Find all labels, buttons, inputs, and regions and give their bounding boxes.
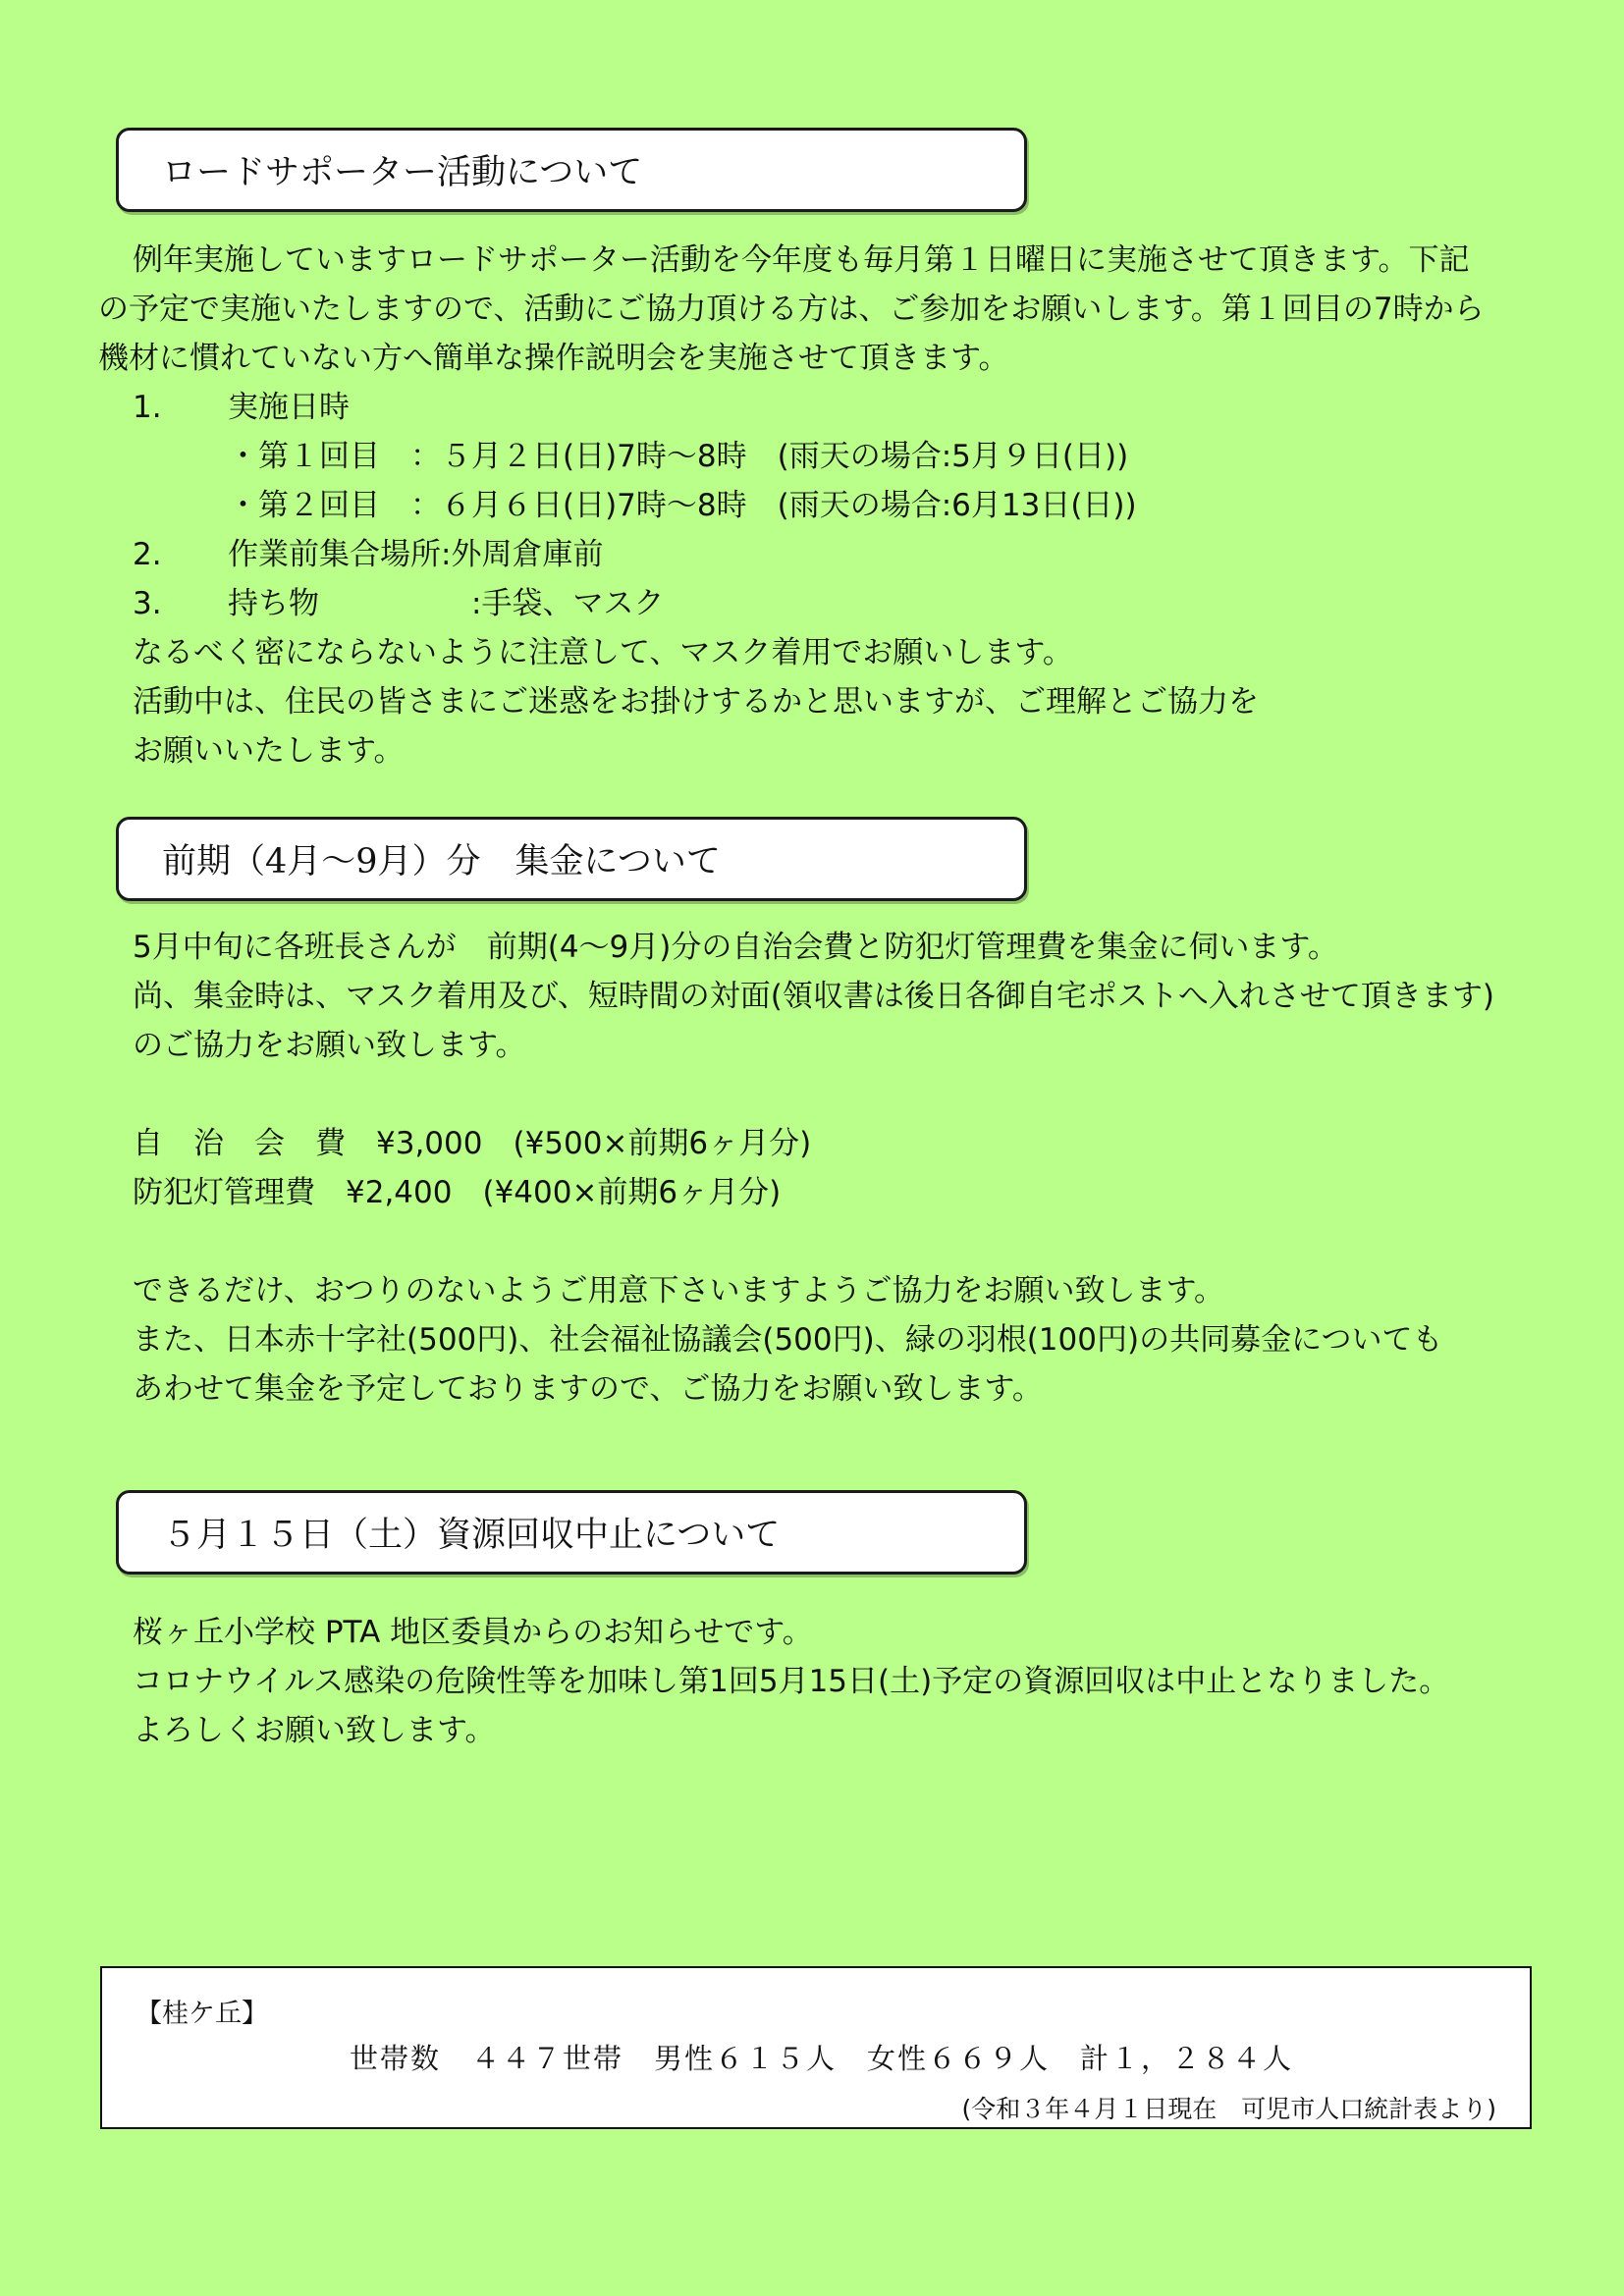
heading-recycling-cancel-text: ５月１５日（土）資源回収中止について <box>162 1516 781 1555</box>
population-stats-box <box>100 1966 1532 2129</box>
list-item-text: 持ち物 :手袋、マスク <box>228 586 665 621</box>
list-item-text: 作業前集合場所:外周倉庫前 <box>228 537 604 572</box>
heading-road-supporter <box>116 128 1027 212</box>
road-supporter-note-line: 活動中は、住民の皆さまにご迷惑をお掛けするかと思いますが、ご理解とご協力を <box>133 684 1259 720</box>
list-item-number: 2. <box>133 537 162 572</box>
fee-line: 防犯灯管理費 ¥2,400 (¥400×前期6ヶ月分) <box>133 1175 782 1210</box>
heading-recycling-cancel <box>116 1490 1027 1575</box>
road-supporter-note-line: お願いいたします。 <box>133 733 405 769</box>
collection-paragraph-line: 尚、集金時は、マスク着用及び、短時間の対面(領収書は後日各御自宅ポストへ入れさせて頂きます) <box>133 979 1494 1014</box>
schedule-line: ・第２回目 ：６月６日(日)7時～8時 (雨天の場合:6月13日(日)) <box>228 488 1137 523</box>
collection-closing-line: できるだけ、おつりのないようご用意下さいますようご協力をお願い致します。 <box>133 1273 1224 1308</box>
heading-collection <box>116 817 1027 901</box>
road-supporter-paragraph-line: 例年実施していますロードサポーター活動を今年度も毎月第１日曜日に実施させて頂きます。下記 <box>133 242 1470 278</box>
collection-paragraph-line: のご協力をお願い致します。 <box>133 1028 526 1063</box>
stats-area-label: 【桂ケ丘】 <box>135 1999 268 2029</box>
heading-collection-text: 前期（4月～9月）分 集金について <box>162 842 721 881</box>
road-supporter-paragraph-line: の予定で実施いたしますので、活動にご協力頂ける方は、ご参加をお願いします。第１回目の7時から <box>98 292 1485 327</box>
fee-line: 自 治 会 費 ¥3,000 (¥500×前期6ヶ月分) <box>133 1126 812 1161</box>
road-supporter-paragraph-line: 機材に慣れていない方へ簡単な操作説明会を実施させて頂きます。 <box>98 341 1009 376</box>
heading-road-supporter-text: ロードサポーター活動について <box>162 153 643 192</box>
stats-summary: 世帯数 ４４７世帯 男性６１５人 女性６６９人 計１，２８４人 <box>350 2042 1294 2075</box>
stats-source-note: (令和３年４月１日現在 可児市人口統計表より) <box>961 2095 1496 2123</box>
schedule-line: ・第１回目 ：５月２日(日)7時～8時 (雨天の場合:5月９日(日)) <box>228 439 1129 474</box>
collection-closing-line: また、日本赤十字社(500円)、社会福祉協議会(500円)、緑の羽根(100円)の共同募金についても <box>133 1322 1443 1358</box>
collection-closing-line: あわせて集金を予定しておりますので、ご協力をお願い致します。 <box>133 1371 1043 1407</box>
recycling-paragraph-line: コロナウイルス感染の危険性等を加味し第1回5月15日(土)予定の資源回収は中止となりました。 <box>133 1664 1450 1699</box>
collection-paragraph-line: 5月中旬に各班長さんが 前期(4～9月)分の自治会費と防犯灯管理費を集金に伺います。 <box>133 930 1338 965</box>
list-item-text: 実施日時 <box>228 390 350 425</box>
recycling-paragraph-line: 桜ヶ丘小学校 PTA 地区委員からのお知らせです。 <box>133 1615 813 1650</box>
list-item-number: 3. <box>133 586 162 621</box>
road-supporter-note-line: なるべく密にならないように注意して、マスク着用でお願いします。 <box>133 635 1073 670</box>
recycling-paragraph-line: よろしくお願い致します。 <box>133 1713 496 1748</box>
list-item-number: 1. <box>133 390 162 425</box>
